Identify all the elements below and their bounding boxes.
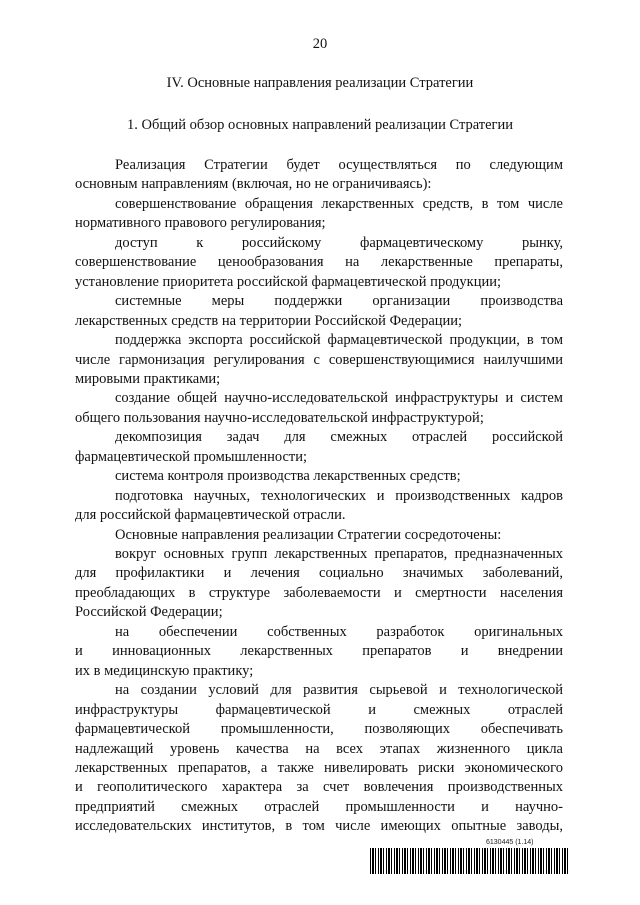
- text-line: их в медицинскую практику;: [75, 662, 254, 679]
- text-line: основным направлениям (включая, но не ограничиваясь):: [75, 176, 432, 193]
- text-line: и инновационных лекарственных препаратов и внедрении: [75, 643, 563, 660]
- text-line: предприятий смежных отраслей промышленности и научно-: [75, 798, 563, 815]
- text-line: Основные направления реализации Стратегии сосредоточены:: [115, 526, 502, 543]
- text-line: надлежащий уровень качества на всех этапах жизненного цикла: [75, 740, 563, 757]
- text-line: Реализация Стратегии будет осуществляться по следующим: [115, 157, 563, 173]
- text-line: вокруг основных групп лекарственных препаратов, предназначенных: [115, 546, 563, 562]
- text-line: лекарственных средств на территории Российской Федерации;: [75, 312, 463, 329]
- text-line: на обеспечении собственных разработок оригинальных: [115, 623, 563, 640]
- text-line: декомпозиция задач для смежных отраслей российской: [115, 429, 563, 446]
- text-line: совершенствование ценообразования на лекарственные препараты,: [75, 254, 563, 271]
- text-line: система контроля производства лекарственных средств;: [115, 468, 461, 485]
- text-line: для профилактики и лечения социально значимых заболеваний,: [75, 565, 563, 582]
- section-title: IV. Основные направления реализации Стратегии: [166, 75, 474, 91]
- barcode-icon: [370, 848, 568, 874]
- text-line: фармацевтической промышленности, позволяющих обеспечивать: [75, 721, 563, 738]
- page-number: 20: [312, 36, 328, 52]
- text-line: системные меры поддержки организации производства: [115, 293, 563, 310]
- text-line: преобладающих в структуре заболеваемости и смертности населения: [75, 584, 563, 601]
- text-line: общего пользования научно-исследовательской инфраструктурой;: [75, 409, 484, 426]
- text-line: инфраструктуры фармацевтической и смежных отраслей: [75, 701, 563, 718]
- text-line: создание общей научно-исследовательской инфраструктуры и систем: [115, 390, 563, 407]
- text-line: Российской Федерации;: [75, 604, 223, 621]
- text-line: и геополитического характера за счет вовлечения производственных: [75, 779, 563, 796]
- text-line: фармацевтической промышленности;: [75, 448, 308, 465]
- text-line: доступ к российскому фармацевтическому рынку,: [115, 234, 563, 251]
- document-code: 6130445 (1.14): [486, 839, 534, 846]
- text-line: для российской фармацевтической отрасли.: [75, 507, 346, 524]
- text-line: установление приоритета российской фармацевтической продукции;: [75, 273, 502, 290]
- text-line: нормативного правового регулирования;: [75, 215, 326, 232]
- text-line: числе гармонизация регулирования с совершенствующимися наилучшими: [75, 351, 563, 368]
- subsection-title: 1. Общий обзор основных направлений реализации Стратегии: [126, 117, 514, 133]
- text-line: исследовательских институтов, в том числе имеющих опытные заводы,: [75, 818, 563, 835]
- text-line: поддержка экспорта российской фармацевтической продукции, в том: [115, 332, 563, 349]
- text-line: подготовка научных, технологических и производственных кадров: [115, 487, 563, 504]
- text-line: совершенствование обращения лекарственных средств, в том числе: [115, 195, 563, 212]
- text-line: мировыми практиками;: [75, 370, 221, 387]
- text-line: на создании условий для развития сырьевой и технологической: [115, 682, 563, 699]
- text-line: лекарственных препаратов, а также нивелировать риски экономического: [75, 759, 563, 776]
